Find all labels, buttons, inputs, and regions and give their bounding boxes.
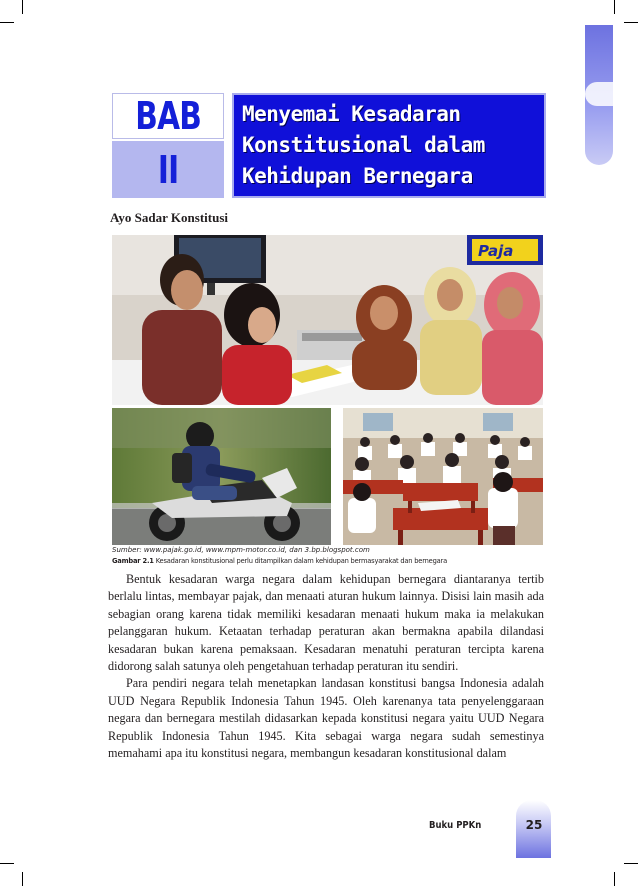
paragraph-1: Bentuk kesadaran warga negara dalam kehidupan bernegara diantaranya tertib berlalu lintas, membayar pajak, dan menaati aturan hukum lainnya. Disisi lain masih ada sebagian orang karena tidak memiliki kesadaran menaati hukum maka ia melakukan pelanggaran hukum. Ketaatan terhadap peraturan akan bermakna apabila dilandasi kesadaran bukan karena pemaksaan. Kesadaran menatuhi peraturan tercipta karena didorong salah satunya oleh pengetahuan terhadap peraturan itu sendiri. xyxy=(108,572,544,674)
bab-label: BAB xyxy=(135,94,201,138)
sign-text: Paja xyxy=(478,242,514,260)
chapter-title-line-1: Menyemai Kesadaran xyxy=(242,102,461,126)
crop-mark-top-left-h xyxy=(0,22,14,23)
bab-number: II xyxy=(157,147,179,192)
bab-label-panel xyxy=(112,93,224,139)
crop-mark-bottom-right-h xyxy=(624,863,638,864)
figure-source: Sumber: www.pajak.go.id, www.mpm-motor.co.id, dan 3.bp.blogspot.com xyxy=(112,546,370,554)
crop-mark-top-right-v xyxy=(614,0,615,14)
crop-mark-top-left-v xyxy=(22,0,23,14)
bab-number-panel xyxy=(112,141,224,198)
crop-mark-bottom-right-v xyxy=(614,872,615,886)
paragraph-2: Para pendiri negara telah menetapkan landasan konstitusi bangsa Indonesia adalah UUD Negara Republik Indonesia Tahun 1945. Oleh karenanya tata penyelenggaraan negara dan bernegara mestilah didasarkan kepada konstitusi negara yaitu UUD Negara Republik Indonesia Tahun 1945. Kita sebagai warga negara sudah semestinya memahami apa itu konstitusi negara, membangun kesadaran konstitusional dalam xyxy=(108,676,544,761)
crop-mark-bottom-left-v xyxy=(22,872,23,886)
classroom-exam-photo xyxy=(343,408,543,545)
footer-book-label: Buku PPKn xyxy=(429,820,482,831)
body-text xyxy=(108,571,544,762)
consultation-illustration xyxy=(112,235,543,405)
chapter-side-tab-notch xyxy=(585,82,613,106)
figure-caption-text: Kesadaran konstitusional perlu ditampilkan dalam kehidupan bermasyarakat dan bernegara xyxy=(155,557,447,565)
chapter-title-line-3: Kehidupan Bernegara xyxy=(242,164,473,188)
crop-mark-top-right-h xyxy=(624,22,638,23)
section-heading: Ayo Sadar Konstitusi xyxy=(110,210,228,225)
page-number: 25 xyxy=(525,818,543,832)
chapter-title-box xyxy=(232,93,546,198)
students-consultation-photo xyxy=(112,235,543,405)
classroom-illustration xyxy=(343,408,543,545)
chapter-number-box xyxy=(112,93,224,198)
figure-caption-label: Gambar 2.1 xyxy=(112,557,154,565)
chapter-title-line-2: Konstitusional dalam xyxy=(242,133,485,157)
motorcycle-illustration xyxy=(112,408,331,545)
crop-mark-bottom-left-h xyxy=(0,863,14,864)
motorcycle-rider-photo xyxy=(112,408,331,545)
figure-caption xyxy=(112,557,447,565)
